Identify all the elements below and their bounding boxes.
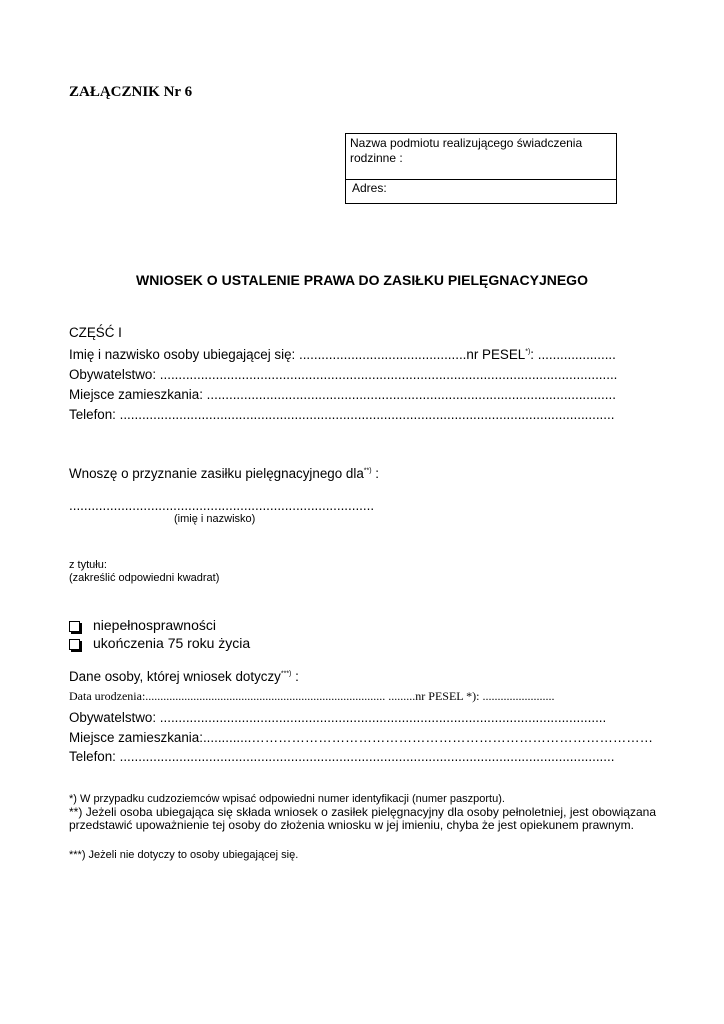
entity-box-divider xyxy=(346,179,616,180)
person-birth-pesel-line[interactable]: Data urodzenia:................................................................................ .........nr PESEL *): ........................ xyxy=(69,689,555,703)
form-title: WNIOSEK O USTALENIE PRAWA DO ZASIŁKU PIELĘGNACYJNEGO xyxy=(136,272,588,288)
disability-option-label: niepełnosprawności xyxy=(93,617,216,633)
age-75-checkbox[interactable] xyxy=(69,639,80,650)
entity-name-field[interactable]: Nazwa podmiotu realizującego świadczenia rodzinne : xyxy=(350,136,583,165)
beneficiary-name-caption: (imię i nazwisko) xyxy=(174,513,256,525)
applicant-name-label: Imię i nazwisko osoby ubiegającej się: .............................................nr PESEL xyxy=(69,347,526,362)
attachment-number: ZAŁĄCZNIK Nr 6 xyxy=(69,84,193,100)
age-75-option-label: ukończenia 75 roku życia xyxy=(93,635,251,651)
applicant-citizenship-line[interactable]: Obywatelstwo: ........................................................................................................................... xyxy=(69,367,618,382)
person-phone-line[interactable]: Telefon: ..................................................................................................................................... xyxy=(69,749,615,764)
footnote-2: **) Jeżeli osoba ubiegająca się składa wniosek o zasiłek pielęgnacyjny dla osoby pełnoletniej, jest obowiązana przedstawić upoważnienie tej osoby do złożenia wniosku w jej imieniu, chyba że jest opiekunem prawnym. xyxy=(69,805,656,832)
part1-heading: CZĘŚĆ I xyxy=(69,325,122,340)
person-footnote-mark: ***) xyxy=(280,670,292,678)
applicant-phone-line[interactable]: Telefon: ..................................................................................................................................... xyxy=(69,407,615,422)
person-heading-colon: : xyxy=(291,669,299,684)
entity-address-field[interactable]: Adres: xyxy=(352,181,387,195)
applicant-pesel-footnote-mark: *) xyxy=(525,348,531,356)
applicant-residence-line[interactable]: Miejsce zamieszkania: .............................................................................................................. xyxy=(69,387,616,402)
applicant-pesel-field: : ..................... xyxy=(530,347,616,362)
footnote-1: *) W przypadku cudzoziemców wpisać odpowiedni numer identyfikacji (numer paszportu). xyxy=(69,793,505,805)
request-colon: : xyxy=(371,466,379,481)
request-statement xyxy=(69,465,379,482)
title-of-hint: (zakreślić odpowiedni kwadrat) xyxy=(69,572,220,584)
person-residence-line[interactable]: Miejsce zamieszkania:.............……………………………………………………………………………… xyxy=(69,730,654,745)
person-heading xyxy=(69,668,299,685)
disability-checkbox[interactable] xyxy=(69,621,80,632)
person-citizenship-line[interactable]: Obywatelstwo: ........................................................................................................................ xyxy=(69,710,607,725)
request-footnote-mark: **) xyxy=(363,467,372,475)
person-heading-text: Dane osoby, której wniosek dotyczy xyxy=(69,669,281,684)
applicant-name-line[interactable] xyxy=(69,346,616,363)
request-text: Wnoszę o przyznanie zasiłku pielęgnacyjnego dla xyxy=(69,466,364,481)
entity-box xyxy=(345,133,617,204)
title-of-label: z tytułu: xyxy=(69,559,107,571)
footnote-3: ***) Jeżeli nie dotyczy to osoby ubiegającej się. xyxy=(69,849,299,861)
beneficiary-name-line[interactable]: .................................................................................. xyxy=(69,498,375,513)
